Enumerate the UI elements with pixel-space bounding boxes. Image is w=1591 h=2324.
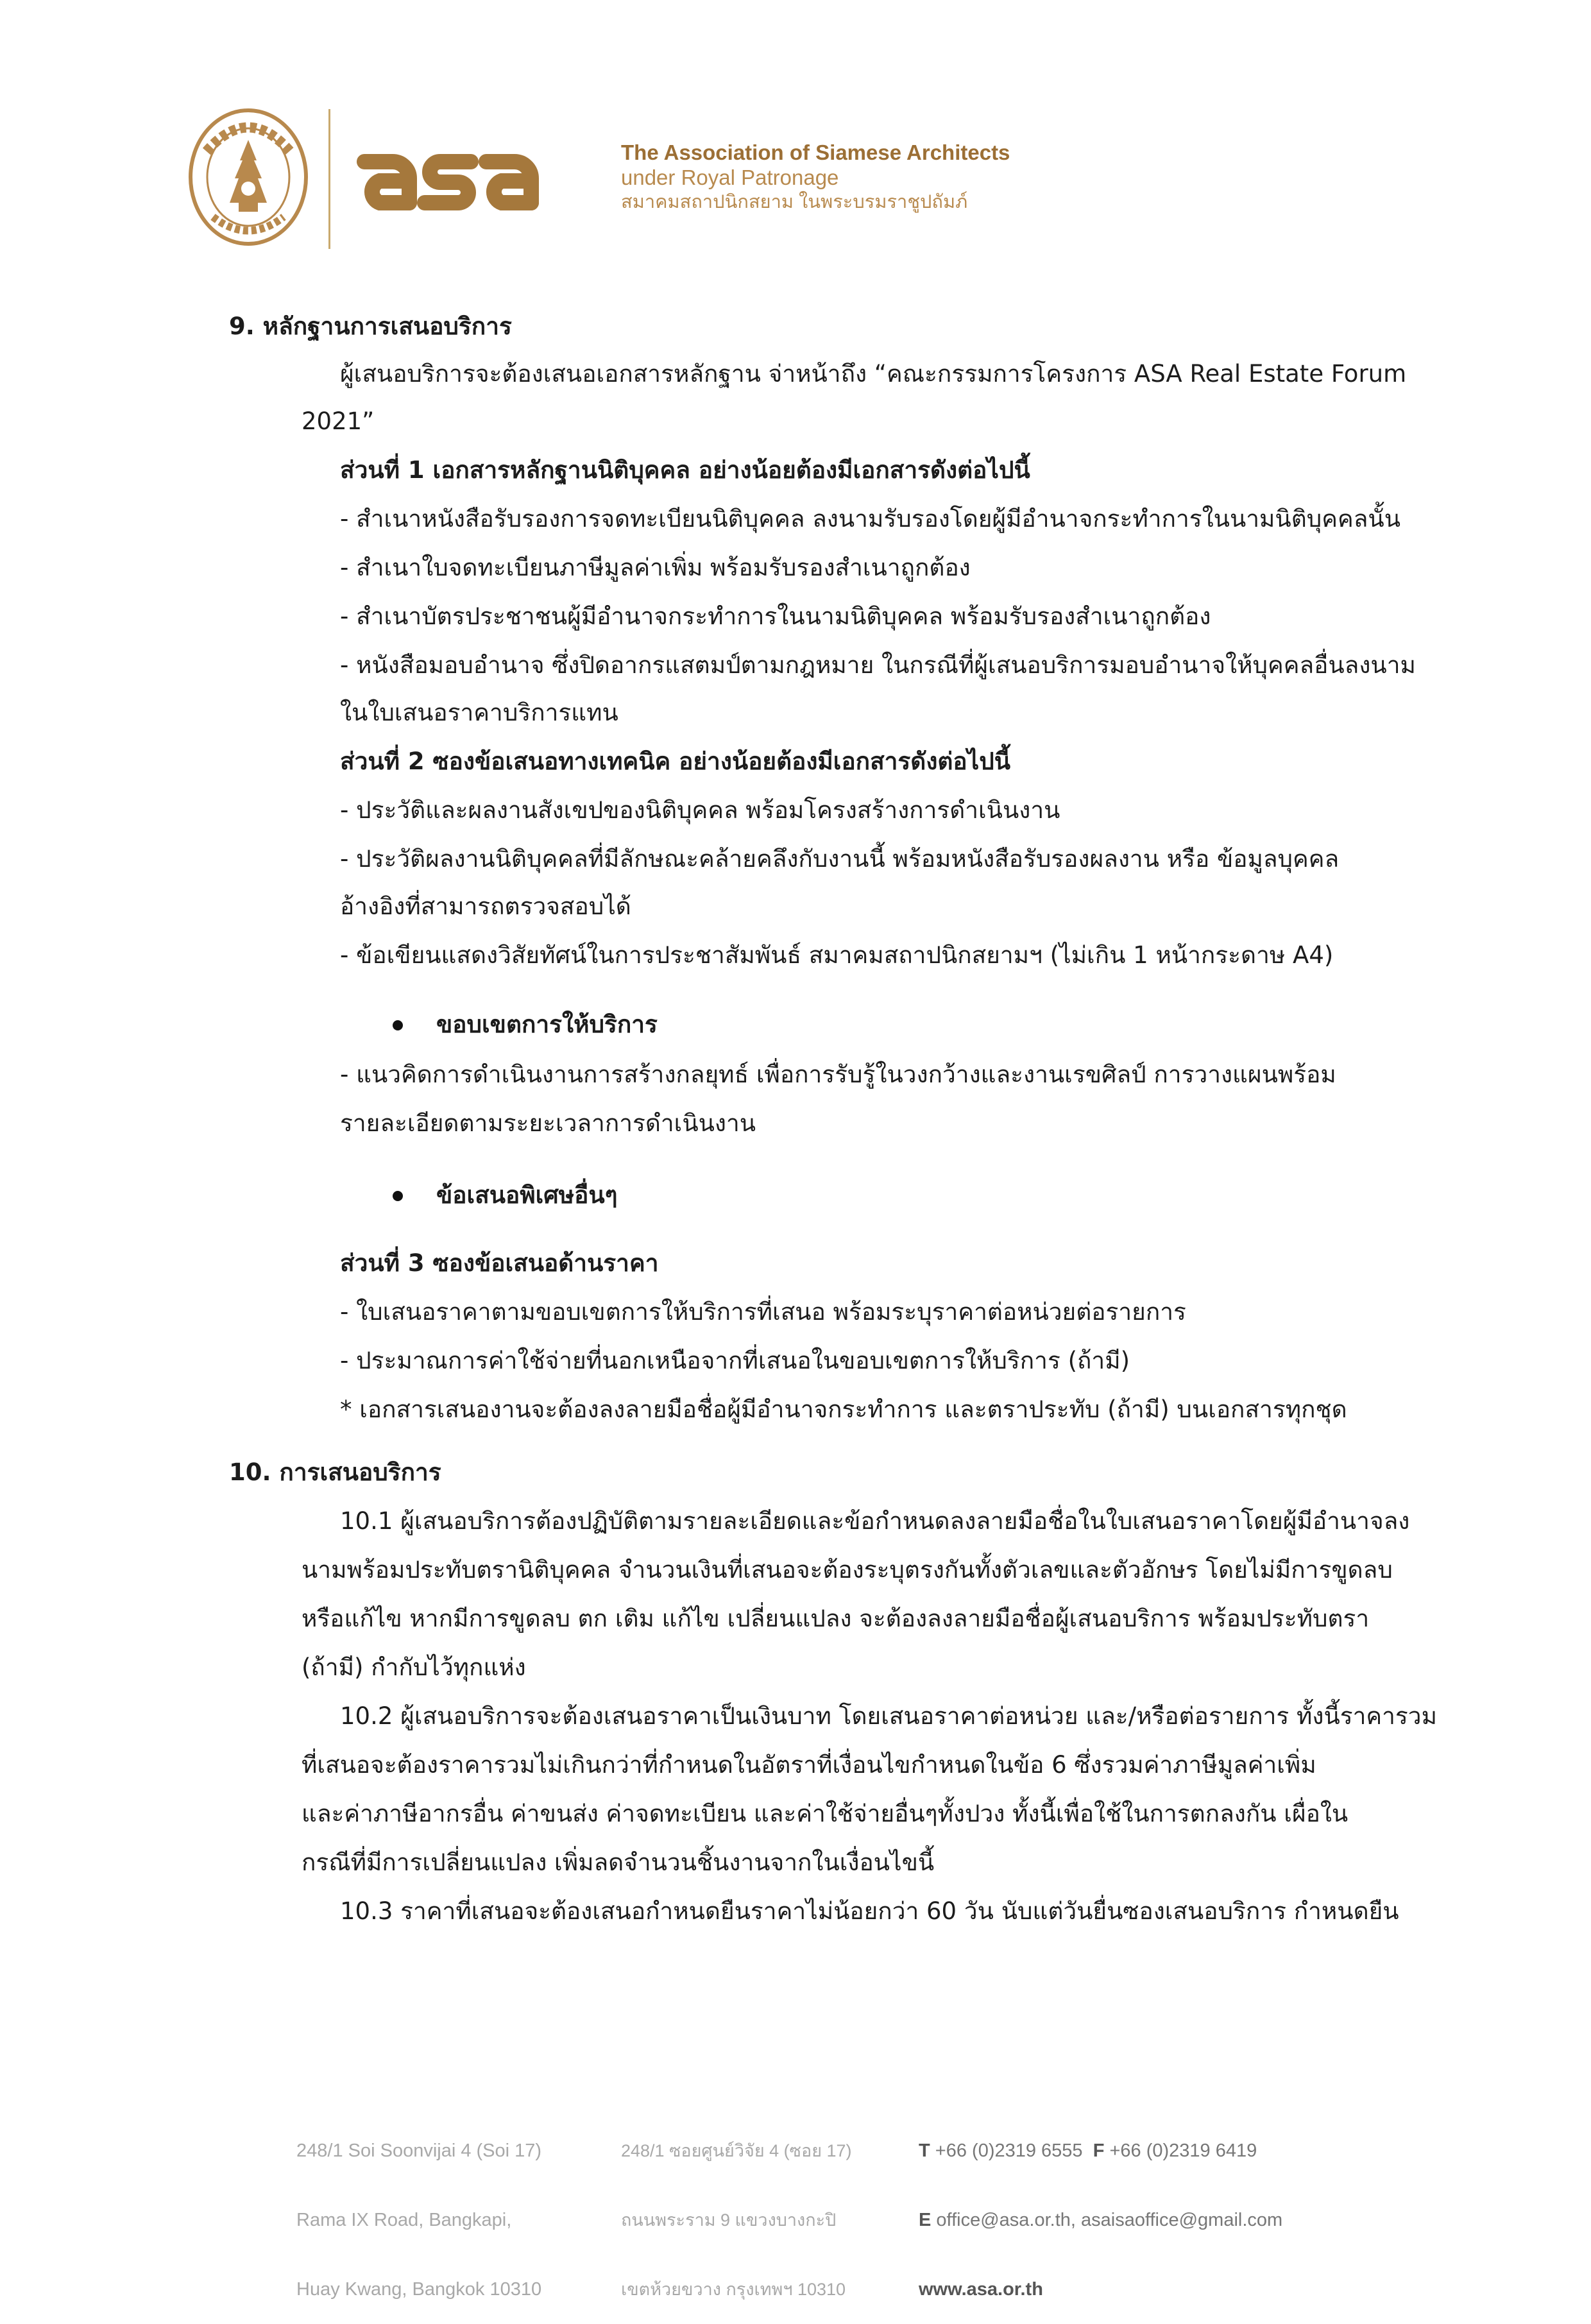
- footer-address-line: 248/1 ซอยศูนย์วิจัย 4 (ซอย 17): [621, 2141, 852, 2160]
- part-1-item: - หนังสือมอบอำนาจ ซึ่งปิดอากรแสตมป์ตามกฎหมาย ในกรณีที่ผู้เสนอบริการมอบอำนาจให้บุคคลอื่นลงนาม: [340, 651, 1416, 679]
- part-2-heading: ส่วนที่ 2 ซองข้อเสนอทางเทคนิค อย่างน้อยต้องมีเอกสารดังต่อไปนี้: [340, 748, 1011, 775]
- section-10-heading: 10. การเสนอบริการ: [229, 1458, 441, 1486]
- asa-wordmark-logo: [352, 140, 544, 217]
- section-10-1: 10.1 ผู้เสนอบริการต้องปฏิบัติตามรายละเอียดและข้อกำหนดลงลายมือชื่อในใบเสนอราคาโดยผู้มีอำนาจลง: [340, 1507, 1410, 1535]
- footer-address-line: Rama IX Road, Bangkapi,: [296, 2210, 512, 2230]
- fax-number: +66 (0)2319 6419: [1109, 2140, 1257, 2161]
- part-3-note: * เอกสารเสนองานจะต้องลงลายมือชื่อผู้มีอำนาจกระทำการ และตราประทับ (ถ้ามี) บนเอกสารทุกชุด: [340, 1396, 1347, 1423]
- footer-email: [919, 2209, 1282, 2232]
- footer-address-line: Huay Kwang, Bangkok 10310: [296, 2279, 542, 2300]
- header-divider: [328, 109, 330, 249]
- association-name-en: The Association of Siamese Architects: [621, 141, 1010, 164]
- scope-text: - แนวคิดการดำเนินงานการสร้างกลยุทธ์ เพื่อการรับรู้ในวงกว้างและงานเรขศิลป์ การวางแผนพร้อม: [340, 1061, 1336, 1088]
- tel-number: +66 (0)2319 6555: [935, 2140, 1083, 2161]
- part-2-item: - ข้อเขียนแสดงวิสัยทัศน์ในการประชาสัมพันธ์ สมาคมสถาปนิกสยามฯ (ไม่เกิน 1 หน้ากระดาษ A4): [340, 941, 1334, 969]
- part-2-item-cont: อ้างอิงที่สามารถตรวจสอบได้: [340, 893, 631, 920]
- section-10-2-cont: ที่เสนอจะต้องราคารวมไม่เกินกว่าที่กำหนดในอัตราที่เงื่อนไขกำหนดในข้อ 6 ซึ่งรวมค่าภาษีมูลค่าเพิ่ม: [302, 1751, 1316, 1779]
- part-2-item: - ประวัติและผลงานสังเขปของนิติบุคคล พร้อมโครงสร้างการดำเนินงาน: [340, 796, 1060, 824]
- section-10-3: 10.3 ราคาที่เสนอจะต้องเสนอกำหนดยืนราคาไม่น้อยกว่า 60 วัน นับแต่วันยื่นซองเสนอบริการ กำหนดยืน: [340, 1897, 1399, 1925]
- email-label: E: [919, 2210, 932, 2230]
- footer-address-en: [296, 2093, 541, 2324]
- section-10-1-cont: (ถ้ามี) กำกับไว้ทุกแห่ง: [302, 1653, 526, 1681]
- association-patronage-en: under Royal Patronage: [621, 166, 839, 189]
- part-3-heading: ส่วนที่ 3 ซองข้อเสนอด้านราคา: [340, 1249, 659, 1277]
- tel-label: T: [919, 2140, 930, 2161]
- part-3-item: - ประมาณการค่าใช้จ่ายที่นอกเหนือจากที่เสนอในขอบเขตการให้บริการ (ถ้ามี): [340, 1347, 1130, 1374]
- asa-seal-logo: [187, 107, 309, 248]
- part-2-item: - ประวัติผลงานนิติบุคคลที่มีลักษณะคล้ายคลึงกับงานนี้ พร้อมหนังสือรับรองผลงาน หรือ ข้อมูลบุคคล: [340, 845, 1340, 873]
- section-10-1-cont: นามพร้อมประทับตรานิติบุคคล จำนวนเงินที่เสนอจะต้องระบุตรงกันทั้งตัวเลขและตัวอักษร โดยไม่มีการขูดลบ: [302, 1556, 1393, 1584]
- footer-address-th: [621, 2093, 852, 2324]
- section-10-1-cont: หรือแก้ไข หากมีการขูดลบ ตก เติม แก้ไข เปลี่ยนแปลง จะต้องลงลายมือชื่อผู้เสนอบริการ พร้อมประทับตรา: [302, 1605, 1370, 1632]
- bullet-scope-of-service: ขอบเขตการให้บริการ: [436, 1011, 658, 1038]
- part-1-item: - สำเนาหนังสือรับรองการจดทะเบียนนิติบุคคล ลงนามรับรองโดยผู้มีอำนาจกระทำการในนามนิติบุคคลนั้น: [340, 505, 1401, 533]
- bullet-icon: [393, 1191, 403, 1201]
- section-10-2: 10.2 ผู้เสนอบริการจะต้องเสนอราคาเป็นเงินบาท โดยเสนอราคาต่อหน่วย และ/หรือต่อรายการ ทั้งนี้ราคารวม: [340, 1702, 1437, 1730]
- part-1-item: - สำเนาใบจดทะเบียนภาษีมูลค่าเพิ่ม พร้อมรับรองสำเนาถูกต้อง: [340, 554, 971, 581]
- website-link[interactable]: www.asa.or.th: [919, 2279, 1043, 2300]
- section-10-2-cont: และค่าภาษีอากรอื่น ค่าขนส่ง ค่าจดทะเบียน และค่าใช้จ่ายอื่นๆทั้งปวง ทั้งนี้เพื่อใช้ในการตกลงกัน เผื่อใน: [302, 1800, 1349, 1827]
- part-3-item: - ใบเสนอราคาตามขอบเขตการให้บริการที่เสนอ พร้อมระบุราคาต่อหน่วยต่อรายการ: [340, 1298, 1186, 1326]
- scope-text-cont: รายละเอียดตามระยะเวลาการดำเนินงาน: [340, 1109, 756, 1137]
- association-name-th: สมาคมสถาปนิกสยาม ในพระบรมราชูปถัมภ์: [621, 192, 968, 212]
- part-1-item: - สำเนาบัตรประชาชนผู้มีอำนาจกระทำการในนามนิติบุคคล พร้อมรับรองสำเนาถูกต้อง: [340, 602, 1211, 630]
- part-1-heading: ส่วนที่ 1 เอกสารหลักฐานนิติบุคคล อย่างน้อยต้องมีเอกสารดังต่อไปนี้: [340, 456, 1030, 484]
- fax-label: F: [1093, 2140, 1105, 2161]
- footer-address-line: เขตห้วยขวาง กรุงเทพฯ 10310: [621, 2280, 846, 2299]
- section-9-heading: 9. หลักฐานการเสนอบริการ: [229, 312, 512, 340]
- footer-phone-fax: [919, 2139, 1282, 2162]
- section-10-2-cont: กรณีที่มีการเปลี่ยนแปลง เพิ่มลดจำนวนชิ้นงานจากในเงื่อนไขนี้: [302, 1849, 935, 1876]
- part-1-item-cont: ในใบเสนอราคาบริการแทน: [340, 699, 618, 726]
- association-name-block: [621, 140, 1010, 214]
- bullet-icon: [393, 1020, 403, 1030]
- section-9-intro-cont: 2021”: [302, 407, 375, 435]
- footer-address-line: ถนนพระราม 9 แขวงบางกะปิ: [621, 2210, 837, 2230]
- footer-address-line: 248/1 Soi Soonvijai 4 (Soi 17): [296, 2140, 542, 2161]
- section-9-intro: ผู้เสนอบริการจะต้องเสนอเอกสารหลักฐาน จ่าหน้าถึง “คณะกรรมการโครงการ ASA Real Estate Forum: [340, 360, 1407, 388]
- bullet-special-offers: ข้อเสนอพิเศษอื่นๆ: [436, 1181, 618, 1209]
- footer-contact: [919, 2093, 1282, 2324]
- email-address[interactable]: office@asa.or.th, asaisaoffice@gmail.com: [936, 2210, 1283, 2230]
